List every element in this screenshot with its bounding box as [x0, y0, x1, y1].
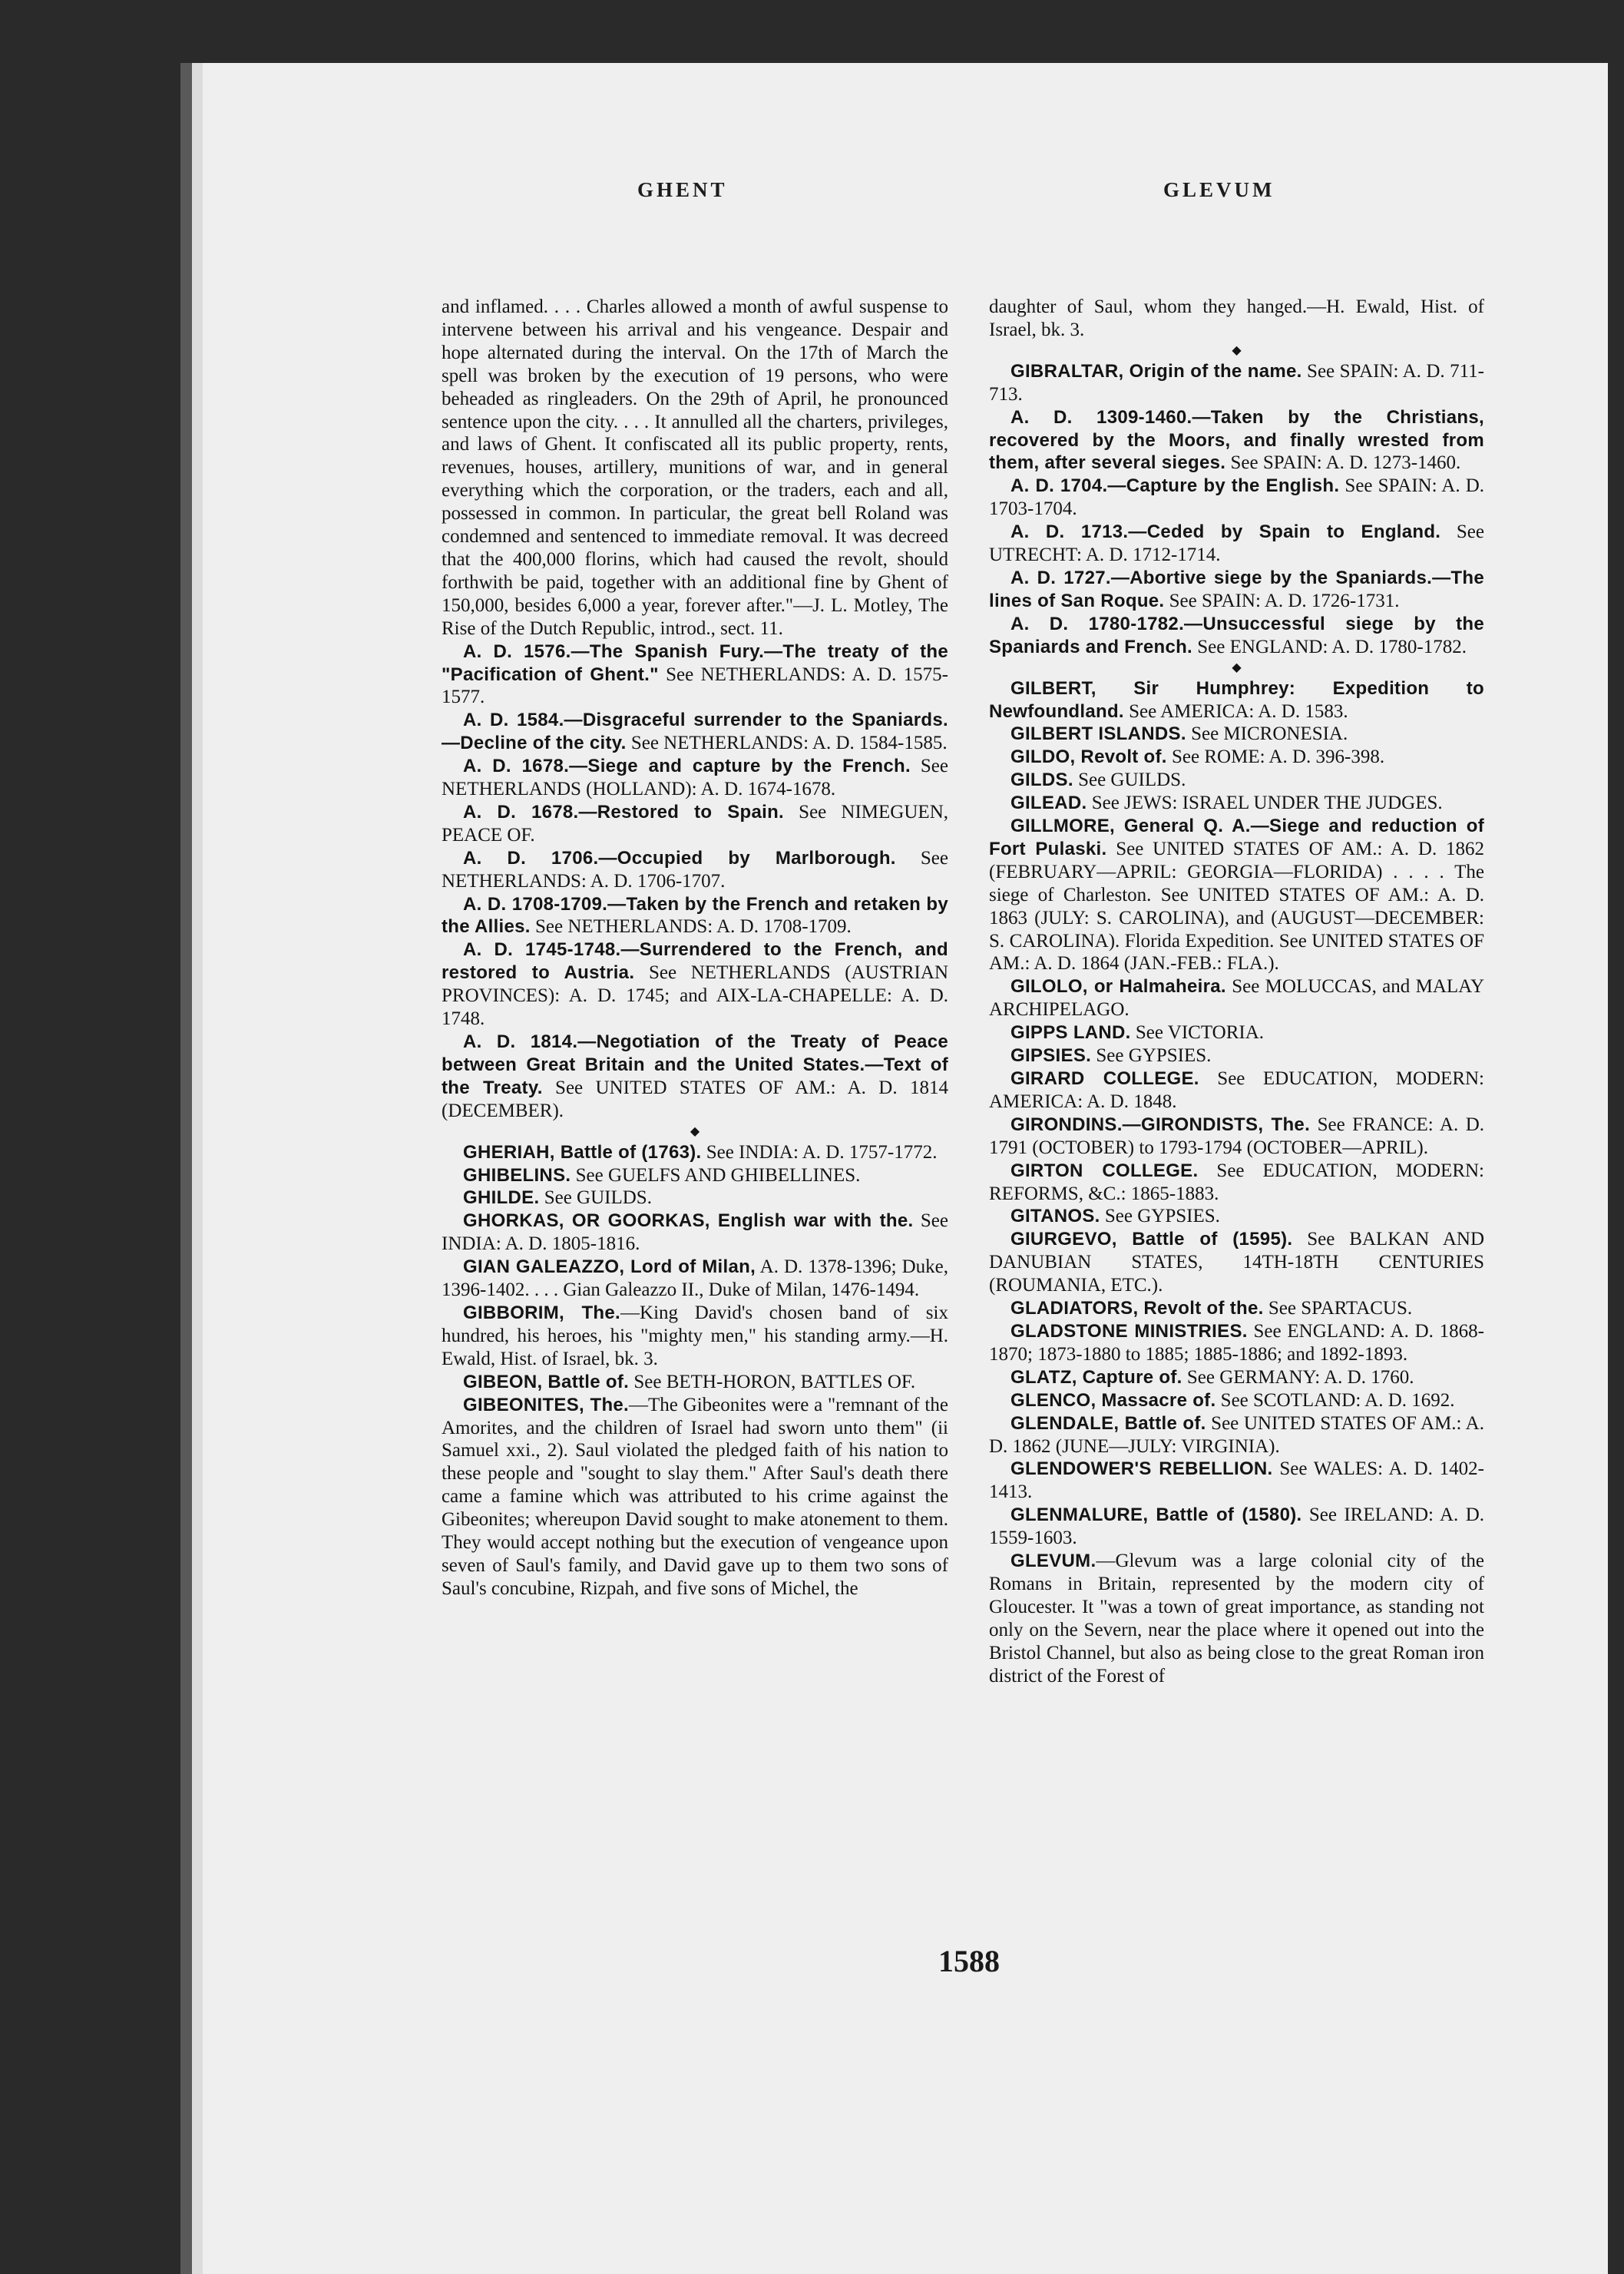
entry-paragraph: [989, 1320, 1484, 1366]
entry-paragraph: [989, 1504, 1484, 1550]
entry-heading: GITANOS.: [1010, 1206, 1100, 1227]
entry-text: See ENGLAND: A. D. 1780-1782.: [1192, 636, 1467, 657]
entry-paragraph: [989, 769, 1484, 792]
entry-paragraph: [442, 709, 948, 755]
entry-heading: A. D. 1309-1460.—Taken by the Christians, recovered by the Moors, and finally wrested from them, after several sieges.: [989, 406, 1484, 474]
entry-heading: A. D. 1814.—Negotiation of the Treaty of Peace between Great Britain and the United States.—Text of the Treaty.: [442, 1031, 948, 1098]
entry-text: —The Gibeonites were a "remnant of the Amorites, and the children of Israel had sworn unto them" (ii Samuel xxi., 2). Saul violated the pledged faith of his nation to these people and "sought to slay them." After Saul's death there came a famine which was attributed to his crime against the Gibeonites; whereupon David sought to make atonement to them. They would accept nothing but the execution of vengeance upon seven of Saul's family, and David gave up to them two sons of Saul's concubine, Rizpah, and five sons of Michel, the: [442, 1394, 948, 1599]
entry-text: See MOLUCCAS, and MALAY ARCHIPELAGO.: [989, 976, 1484, 1021]
entry-text: See VICTORIA.: [1130, 1022, 1265, 1044]
entry-paragraph: [989, 296, 1484, 342]
entry-paragraph: [989, 1458, 1484, 1504]
entry-paragraph: [989, 521, 1484, 567]
entry-text: See SPAIN: A. D. 711-713.: [989, 360, 1484, 405]
entry-paragraph: [989, 1067, 1484, 1114]
entry-heading: GHILDE.: [463, 1187, 540, 1209]
entry-paragraph: [442, 801, 948, 847]
entry-heading: GHIBELINS.: [463, 1164, 571, 1186]
entry-paragraph: [989, 1550, 1484, 1687]
entry-heading: A. D. 1713.—Ceded by Spain to England.: [1010, 521, 1441, 543]
entry-heading: GIRARD COLLEGE.: [1010, 1068, 1199, 1089]
entry-heading: GIPPS LAND.: [1010, 1022, 1131, 1044]
entry-heading: GHORKAS, OR GOORKAS, English war with the.: [463, 1210, 914, 1232]
entry-paragraph: [989, 1412, 1484, 1458]
entry-text: A. D. 1378-1396; Duke, 1396-1402. . . . Gian Galeazzo II., Duke of Milan, 1476-1494.: [442, 1256, 948, 1301]
entry-heading: GILLMORE, General Q. A.—Siege and reduction of Fort Pulaski.: [989, 816, 1484, 859]
entry-text: See SPARTACUS.: [1263, 1298, 1413, 1319]
entry-text: See BALKAN AND DANUBIAN STATES, 14TH-18TH CENTURIES (ROUMANIA, ETC.).: [989, 1229, 1485, 1296]
entry-paragraph: [989, 1021, 1484, 1044]
entry-text: See NETHERLANDS (HOLLAND): A. D. 1674-1678.: [442, 756, 948, 800]
entry-heading: A. D. 1584.—Disgraceful surrender to the Spaniards.—Decline of the city.: [442, 710, 948, 754]
entry-heading: GLADIATORS, Revolt of the.: [1010, 1298, 1264, 1319]
entry-paragraph: [989, 567, 1484, 613]
entry-heading: GILBERT ISLANDS.: [1010, 723, 1186, 745]
entry-paragraph: [442, 296, 948, 640]
entry-paragraph: [442, 1141, 948, 1164]
running-header-right: GLEVUM: [1163, 178, 1275, 201]
entry-text: See INDIA: A. D. 1757-1772.: [701, 1141, 938, 1163]
entry-paragraph: [442, 1302, 948, 1371]
entry-paragraph: [989, 677, 1484, 723]
entry-paragraph: [989, 1044, 1484, 1067]
entry-text: See SPAIN: A. D. 1273-1460.: [1225, 452, 1461, 474]
entry-heading: A. D. 1706.—Occupied by Marlborough.: [463, 847, 896, 869]
entry-text: See MICRONESIA.: [1186, 723, 1348, 745]
entry-text: See INDIA: A. D. 1805-1816.: [442, 1210, 948, 1255]
page-number: 1588: [938, 1944, 1000, 1978]
entry-heading: A. D. 1745-1748.—Surrendered to the French, and restored to Austria.: [442, 939, 948, 984]
entry-text: —King David's chosen band of six hundred, his heroes, his "mighty men," his standing army.—H. Ewald, Hist. of Israel, bk. 3.: [442, 1302, 948, 1369]
entry-text: See NIMEGUEN, PEACE OF.: [442, 801, 948, 846]
entry-paragraph: [442, 755, 948, 801]
entry-paragraph: [442, 1371, 948, 1394]
entry-text: See ROME: A. D. 396-398.: [1166, 746, 1385, 768]
entry-paragraph: [989, 1389, 1484, 1412]
entry-heading: GIBBORIM, The.: [463, 1302, 621, 1323]
entry-heading: A. D. 1576.—The Spanish Fury.—The treaty of the "Pacification of Ghent.": [442, 640, 948, 685]
entry-text: See SPAIN: A. D. 1726-1731.: [1164, 590, 1400, 611]
entry-heading: GLENMALURE, Battle of (1580).: [1010, 1504, 1302, 1526]
entry-heading: GLENDALE, Battle of.: [1010, 1412, 1206, 1434]
entry-paragraph: [989, 1297, 1484, 1320]
entry-paragraph: [989, 1228, 1484, 1297]
entry-text: See NETHERLANDS: A. D. 1708-1709.: [530, 916, 852, 938]
entry-paragraph: [442, 1394, 948, 1600]
entry-text: See NETHERLANDS: A. D. 1575-1577.: [442, 664, 948, 708]
entry-paragraph: [989, 1114, 1484, 1160]
entry-heading: GIBEON, Battle of.: [463, 1371, 630, 1392]
entry-heading: GLADSTONE MINISTRIES.: [1010, 1320, 1248, 1342]
entry-text: See FRANCE: A. D. 1791 (OCTOBER) to 1793-1794 (OCTOBER—APRIL).: [989, 1114, 1485, 1158]
entry-text: See EDUCATION, MODERN: REFORMS, &C.: 1865-1883.: [989, 1160, 1485, 1204]
entry-text: See EDUCATION, MODERN: AMERICA: A. D. 1848.: [989, 1068, 1484, 1112]
entry-heading: GILEAD.: [1010, 793, 1087, 814]
entry-heading: GIRTON COLLEGE.: [1010, 1160, 1199, 1181]
entry-text: See UTRECHT: A. D. 1712-1714.: [989, 521, 1484, 566]
entry-text: See UNITED STATES OF AM.: A. D. 1862 (FEBRUARY—APRIL: GEORGIA—FLORIDA) . . . . The siege of Charleston. See UNITED STATES OF AM.: A. D. 1863 (JULY: S. CAROLINA), and (AUGUST—DECEMBER: S. CAROLINA). Florida Expedition. See UNITED STATES OF AM.: A. D. 1864 (JAN.-FEB.: FLA.).: [989, 838, 1484, 975]
entry-paragraph: [989, 1366, 1484, 1389]
entry-paragraph: [989, 360, 1484, 406]
entry-heading: GLEVUM.: [1010, 1551, 1096, 1572]
entry-paragraph: [989, 723, 1484, 746]
entry-heading: A. D. 1678.—Restored to Spain.: [463, 801, 785, 823]
entry-paragraph: [989, 406, 1484, 475]
entry-heading: GIURGEVO, Battle of (1595).: [1010, 1229, 1293, 1250]
entry-paragraph: [442, 893, 948, 939]
entry-paragraph: [989, 815, 1484, 975]
entry-paragraph: [989, 746, 1484, 769]
running-header-left: GHENT: [637, 178, 728, 201]
entry-paragraph: [989, 475, 1484, 521]
section-divider: ◆: [1232, 343, 1242, 357]
entry-heading: GILDO, Revolt of.: [1010, 746, 1167, 768]
entry-text: See GUELFS AND GHIBELLINES.: [571, 1164, 861, 1186]
entry-heading: GLENDOWER'S REBELLION.: [1010, 1458, 1273, 1480]
entry-text: daughter of Saul, whom they hanged.—H. Ewald, Hist. of Israel, bk. 3.: [989, 296, 1484, 340]
entry-text: See SPAIN: A. D. 1703-1704.: [989, 475, 1485, 520]
entry-paragraph: [989, 1160, 1484, 1206]
entry-heading: GIAN GALEAZZO, Lord of Milan,: [463, 1256, 756, 1278]
entry-text: See NETHERLANDS: A. D. 1706-1707.: [442, 847, 948, 892]
entry-heading: GLENCO, Massacre of.: [1010, 1389, 1216, 1411]
right-column: [989, 296, 1484, 1687]
entry-text: See JEWS: ISRAEL UNDER THE JUDGES.: [1087, 793, 1443, 814]
entry-paragraph: [442, 1187, 948, 1210]
entry-text: See AMERICA: A. D. 1583.: [1123, 700, 1348, 722]
entry-heading: GLATZ, Capture of.: [1010, 1366, 1182, 1388]
entry-paragraph: [442, 1256, 948, 1302]
entry-text: See SCOTLAND: A. D. 1692.: [1216, 1389, 1455, 1411]
entry-heading: GILOLO, or Halmaheira.: [1010, 976, 1226, 998]
section-divider: ◆: [690, 1124, 700, 1138]
entry-heading: GIBRALTAR, Origin of the name.: [1010, 360, 1302, 382]
entry-heading: GILDS.: [1010, 770, 1073, 791]
entry-text: See GUILDS.: [1073, 770, 1186, 791]
entry-text: See NETHERLANDS (AUSTRIAN PROVINCES): A. D. 1745; and AIX-LA-CHAPELLE: A. D. 1748.: [442, 962, 948, 1030]
entry-heading: A. D. 1780-1782.—Unsuccessful siege by the Spaniards and French.: [989, 613, 1484, 657]
entry-paragraph: [989, 613, 1484, 659]
section-divider: ◆: [1232, 660, 1242, 674]
entry-paragraph: [442, 938, 948, 1031]
entry-text: and inflamed. . . . Charles allowed a month of awful suspense to intervene between his arrival and his vengeance. Despair and hope alternated during the interval. On the 17th of March the spell was broken by the execution of 19 persons, who were beheaded as ringleaders. On the 29th of April, he pronounced sentence upon the city. . . . It annulled all the charters, privileges, and laws of Ghent. It confiscated all its public property, rents, revenues, houses, artillery, munitions of war, and in general everything which the corporation, or the traders, each and all, possessed in common. In particular, the great bell Roland was condemned and sentenced to immediate removal. It was decreed that the 400,000 florins, which had caused the revolt, should forthwith be paid, together with an additional fine by Ghent of 150,000, besides 6,000 a year, forever after."—J. L. Motley, The Rise of the Dutch Republic, introd., sect. 11.: [442, 296, 948, 639]
entry-paragraph: [989, 975, 1484, 1021]
entry-heading: A. D. 1704.—Capture by the English.: [1010, 475, 1340, 497]
entry-heading: GIBEONITES, The.: [463, 1394, 630, 1415]
entry-text: See GYPSIES.: [1100, 1206, 1220, 1227]
entry-text: See BETH-HORON, BATTLES OF.: [629, 1371, 916, 1392]
entry-text: See ENGLAND: A. D. 1868-1870; 1873-1880 to 1885; 1885-1886; and 1892-1893.: [989, 1320, 1484, 1365]
entry-text: —Glevum was a large colonial city of the Romans in Britain, represented by the modern city of Gloucester. It "was a town of great importance, as standing not only on the Severn, near the place where it opened out into the Bristol Channel, but also as being close to the great Roman iron district of the Forest of: [989, 1551, 1484, 1686]
entry-text: See WALES: A. D. 1402-1413.: [989, 1458, 1484, 1503]
entry-text: See UNITED STATES OF AM.: A. D. 1862 (JUNE—JULY: VIRGINIA).: [989, 1412, 1484, 1457]
entry-paragraph: [442, 640, 948, 710]
entry-heading: GILBERT, Sir Humphrey: Expedition to Newfoundland.: [989, 677, 1484, 722]
entry-text: See IRELAND: A. D. 1559-1603.: [989, 1504, 1484, 1549]
entry-text: See GERMANY: A. D. 1760.: [1182, 1366, 1414, 1388]
entry-paragraph: [989, 1205, 1484, 1228]
entry-text: See GYPSIES.: [1091, 1045, 1212, 1067]
entry-heading: A. D. 1708-1709.—Taken by the French and retaken by the Allies.: [442, 893, 948, 938]
entry-paragraph: [442, 1031, 948, 1123]
entry-text: See NETHERLANDS: A. D. 1584-1585.: [626, 733, 948, 754]
entry-paragraph: [442, 1210, 948, 1256]
entry-paragraph: [989, 792, 1484, 815]
entry-heading: GIRONDINS.—GIRONDISTS, The.: [1010, 1114, 1311, 1135]
entry-text: See GUILDS.: [539, 1187, 652, 1209]
entry-heading: GHERIAH, Battle of (1763).: [463, 1141, 702, 1163]
entry-heading: A. D. 1678.—Siege and capture by the French.: [463, 756, 911, 777]
entry-heading: GIPSIES.: [1010, 1045, 1092, 1067]
entry-paragraph: [442, 847, 948, 893]
left-column: [442, 296, 948, 1600]
entry-paragraph: [442, 1164, 948, 1187]
entry-text: See UNITED STATES OF AM.: A. D. 1814 (DECEMBER).: [442, 1077, 948, 1121]
entry-heading: A. D. 1727.—Abortive siege by the Spaniards.—The lines of San Roque.: [989, 567, 1484, 611]
